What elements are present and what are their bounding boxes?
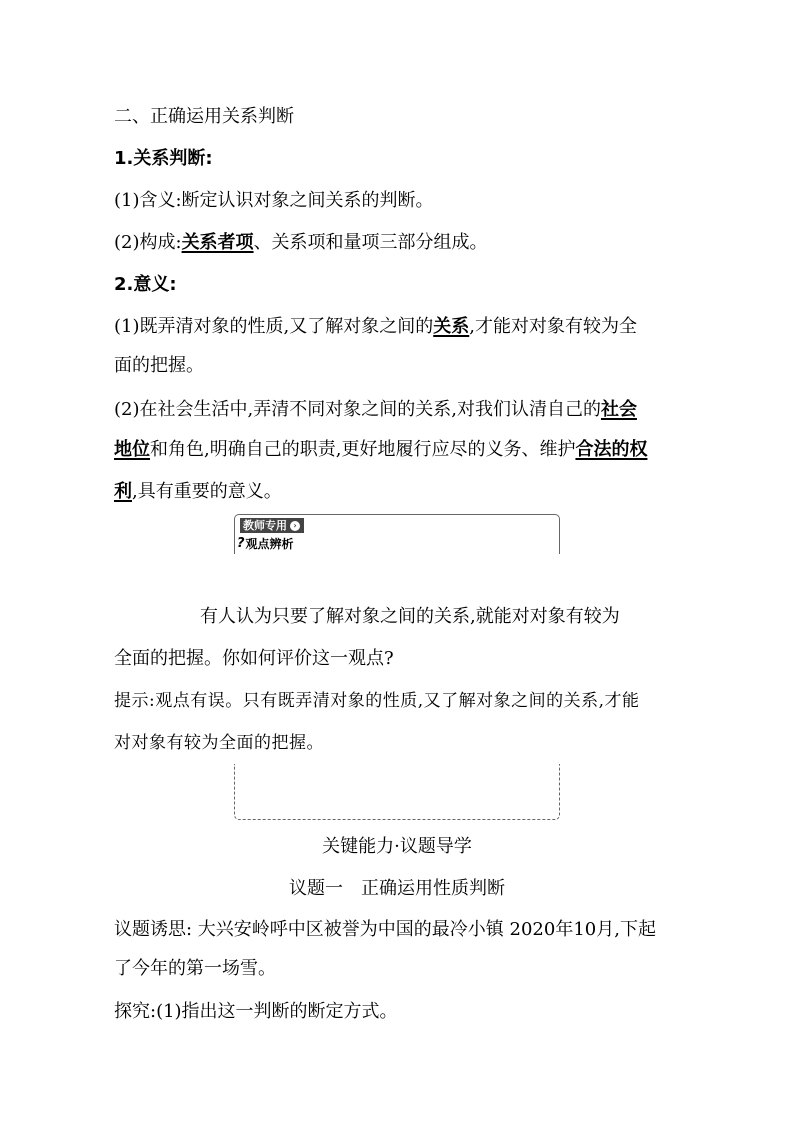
item1-composition xyxy=(114,231,694,255)
chevron-right-circle-icon: › xyxy=(290,521,300,531)
p1-prefix: (1)既弄清对象的性质,又了解对象之间的 xyxy=(114,316,434,337)
composition-prefix: (2)构成: xyxy=(114,232,182,253)
p2-key-term-4: 利 xyxy=(114,481,132,502)
p2-key-term-2: 地位 xyxy=(114,439,150,460)
viewpoint-analysis-title xyxy=(237,536,294,552)
p2-prefix: (2)在社会生活中,弄清不同对象之间的关系,对我们认清自己的 xyxy=(114,399,601,420)
composition-key-term: 关系者项 xyxy=(181,232,254,253)
item2-p1-line2: 面的把握。 xyxy=(114,355,204,376)
p2-key-term-3: 合法的权 xyxy=(575,439,648,460)
teacher-badge-label: 教师专用 xyxy=(243,519,287,532)
hint-line2: 对对象有较为全面的把握。 xyxy=(114,733,324,753)
section-title: 二、正确运用关系判断 xyxy=(114,106,294,127)
question-line2: 全面的把握。你如何评价这一观点? xyxy=(114,648,394,669)
item2-p2-line2 xyxy=(114,438,694,462)
explore-question-1: 探究:(1)指出这一判断的断定方式。 xyxy=(114,1001,398,1022)
teacher-box-bottom-border xyxy=(234,764,560,820)
p2-suffix: ,具有重要的意义。 xyxy=(132,481,282,502)
viewpoint-label: 观点辨析 xyxy=(245,537,294,551)
teacher-only-badge xyxy=(240,518,304,533)
topic1-intro-line2: 了今年的第一场雪。 xyxy=(114,958,276,979)
hint-line1: 提示:观点有误。只有既弄清对象的性质,又了解对象之间的关系,才能 xyxy=(114,691,640,711)
composition-suffix: 、关系项和量项三部分组成。 xyxy=(253,232,488,253)
topic1-title: 议题一 正确运用性质判断 xyxy=(289,878,505,899)
item1-heading: 1.关系判断: xyxy=(114,148,213,169)
p2-middle: 和角色,明确自己的职责,更好地履行应尽的义务、维护 xyxy=(150,439,576,460)
item2-p2-line3 xyxy=(114,480,694,504)
key-ability-heading: 关键能力·议题导学 xyxy=(322,836,472,857)
p1-suffix: ,才能对对象有较为全 xyxy=(469,316,637,337)
p1-key-term: 关系 xyxy=(433,316,470,337)
item2-p1-line1 xyxy=(114,315,694,339)
item1-definition: (1)含义:断定认识对象之间关系的判断。 xyxy=(114,190,434,211)
topic1-intro-line1: 议题诱思: 大兴安岭呼中区被誉为中国的最冷小镇 2020年10月,下起 xyxy=(114,919,656,940)
question-line1: 有人认为只要了解对象之间的关系,就能对对象有较为 xyxy=(200,606,620,627)
item2-heading: 2.意义: xyxy=(114,274,177,295)
item2-p2-line1 xyxy=(114,398,694,422)
question-mark-icon: ? xyxy=(237,536,245,551)
p2-key-term-1: 社会 xyxy=(600,399,637,420)
